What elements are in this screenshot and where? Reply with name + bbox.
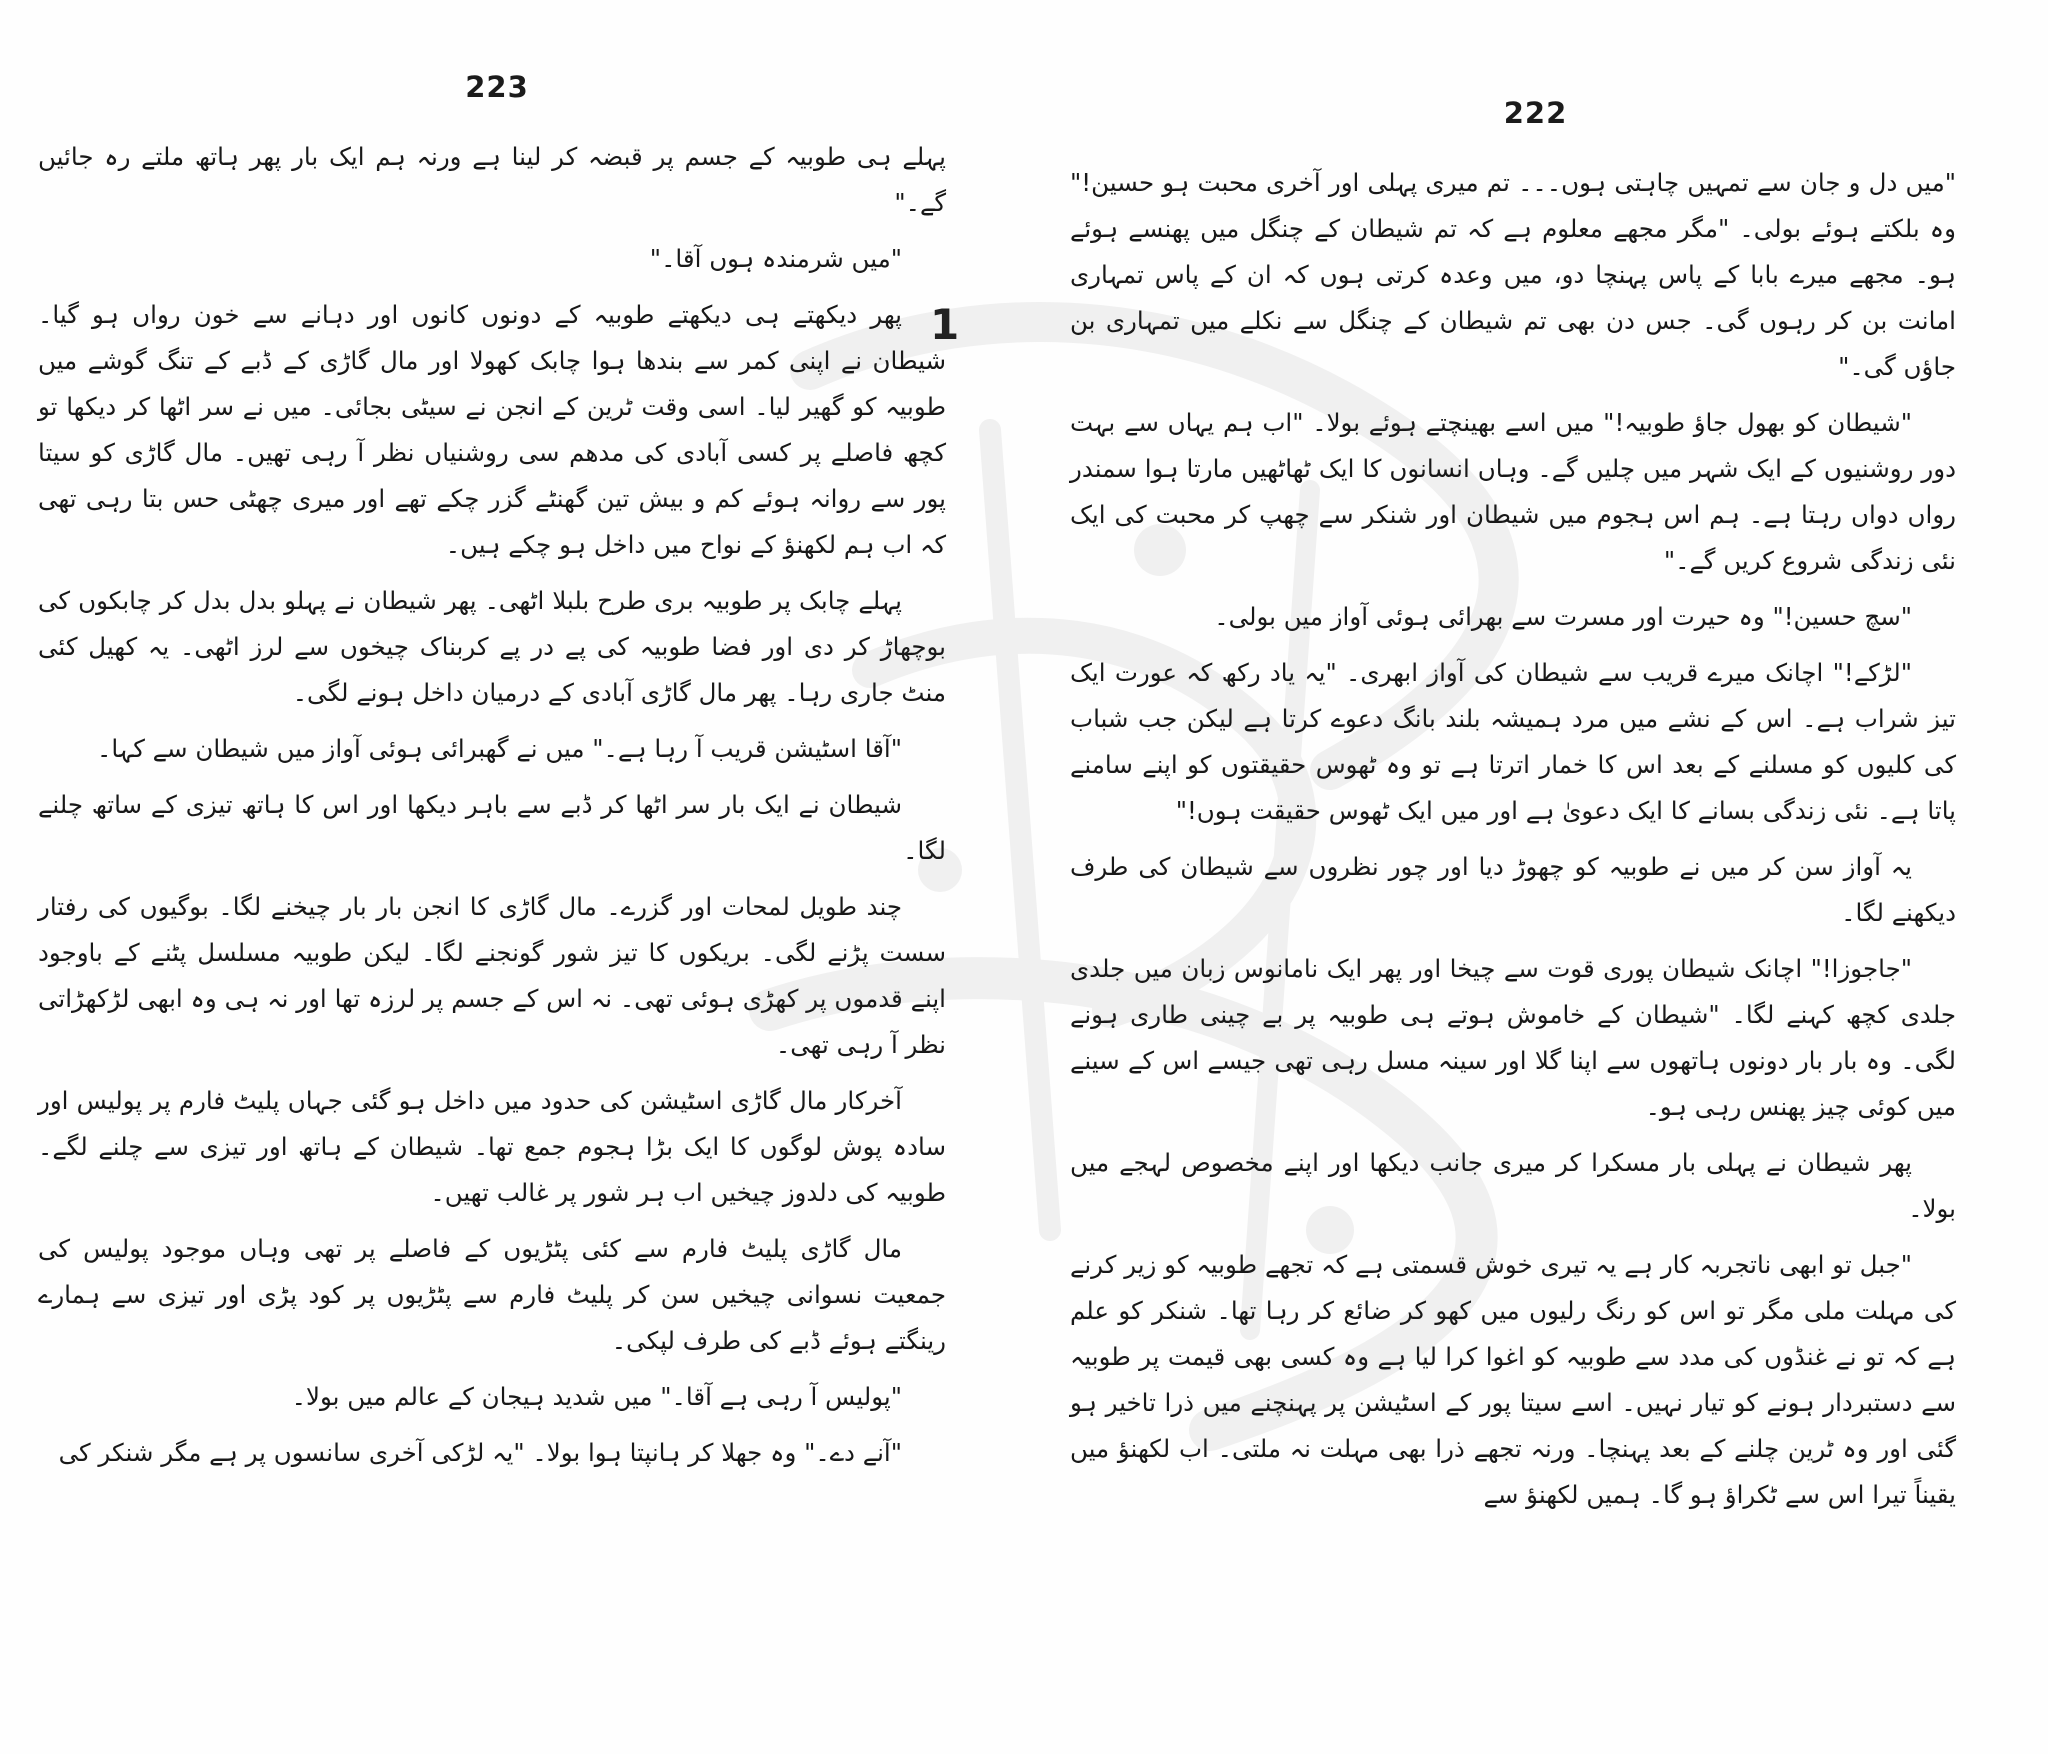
page-right — [1042, 0, 2048, 1754]
paragraph: یہ آواز سن کر میں نے طوبیہ کو چھوڑ دیا اور چور نظروں سے شیطان کی طرف دیکھنے لگا۔ — [1070, 852, 1956, 927]
paragraph: "جبل تو ابھی ناتجربہ کار ہے یہ تیری خوش قسمتی ہے کہ تجھے طوبیہ کو زیر کرنے کی مہلت ملی مگر تو اس کو رنگ رلیوں میں کھو کر ضائع کر رہا تھا۔ شنکر کو علم ہے کہ تو نے غنڈوں کی مدد سے طوبیہ کو اغوا کرا لیا ہے وہ کسی بھی قیمت پر طوبیہ سے دستبردار ہونے کو تیار نہیں۔ اسے سیتا پور کے اسٹیشن پر پہنچنے میں ذرا تاخیر ہو گئی اور وہ ٹرین چلنے کے بعد پہنچا۔ ورنہ تجھے ذرا بھی مہلت نہ ملتی۔ اب لکھنؤ میں یقیناً تیرا اس سے ٹکراؤ ہو گا۔ ہمیں لکھنؤ سے — [1070, 1250, 1956, 1509]
page-left — [0, 0, 1000, 1754]
paragraph: پہلے ہی طوبیہ کے جسم پر قبضہ کر لینا ہے ورنہ ہم ایک بار پھر ہاتھ ملتے رہ جائیں گے۔" — [38, 142, 946, 217]
paragraph: آخرکار مال گاڑی اسٹیشن کی حدود میں داخل ہو گئی جہاں پلیٹ فارم پر پولیس اور سادہ پوش لوگوں کا ایک بڑا ہجوم جمع تھا۔ شیطان کے ہاتھ اور تیزی سے چلنے لگے۔ طوبیہ کی دلدوز چیخیں اب ہر شور پر غالب تھیں۔ — [38, 1086, 946, 1207]
paragraph: "سچ حسین!" وہ حیرت اور مسرت سے بھرائی ہوئی آواز میں بولی۔ — [1214, 602, 1912, 631]
paragraph: "شیطان کو بھول جاؤ طوبیہ!" میں اسے بھینچتے ہوئے بولا۔ "اب ہم یہاں سے بہت دور روشنیوں کے ایک شہر میں چلیں گے۔ وہاں انسانوں کا ایک ٹھاٹھیں مارتا ہوا سمندر رواں دواں رہتا ہے۔ ہم اس ہجوم میں شیطان اور شنکر سے چھپ کر محبت کی ایک نئی زندگی شروع کریں گے۔" — [1070, 408, 1956, 575]
paragraph: "جاجوزا!" اچانک شیطان پوری قوت سے چیخا اور پھر ایک نامانوس زبان میں جلدی جلدی کچھ کہنے لگا۔ "شیطان کے خاموش ہوتے ہی طوبیہ پر بے چینی طاری ہونے لگی۔ وہ بار بار دونوں ہاتھوں سے اپنا گلا اور سینہ مسل رہی تھی جیسے اس کے سینے میں کوئی چیز پھنس رہی ہو۔ — [1070, 954, 1956, 1121]
paragraph: "پولیس آ رہی ہے آقا۔" میں شدید ہیجان کے عالم میں بولا۔ — [291, 1382, 902, 1411]
paragraph: شیطان نے ایک بار سر اٹھا کر ڈبے سے باہر دیکھا اور اس کا ہاتھ تیزی کے ساتھ چلنے لگا۔ — [38, 790, 946, 865]
page-left-text — [38, 134, 946, 1476]
paragraph: "آنے دے۔" وہ جھلا کر ہانپتا ہوا بولا۔ "یہ لڑکی آخری سانسوں پر ہے مگر شنکر کی — [58, 1438, 902, 1467]
paragraph: مال گاڑی پلیٹ فارم سے کئی پٹڑیوں کے فاصلے پر تھی وہاں موجود پولیس کی جمعیت نسوانی چیخیں سن کر پلیٹ فارم سے پٹڑیوں پر کود پڑی اور تیزی سے ہمارے رینگتے ہوئے ڈبے کی طرف لپکی۔ — [38, 1234, 946, 1355]
paragraph: "آقا اسٹیشن قریب آ رہا ہے۔" میں نے گھبرائی ہوئی آواز میں شیطان سے کہا۔ — [97, 734, 902, 763]
paragraph: پھر دیکھتے ہی دیکھتے طوبیہ کے دونوں کانوں اور دہانے سے خون رواں ہو گیا۔ شیطان نے اپنی کمر سے بندھا ہوا چابک کھولا اور مال گاڑی کے ڈبے کے تنگ گوشے میں طوبیہ کو گھیر لیا۔ اسی وقت ٹرین کے انجن نے سیٹی بجائی۔ میں نے سر اٹھا کر دیکھا تو کچھ فاصلے پر کسی آبادی کی مدھم سی روشنیاں نظر آ رہی تھیں۔ مال گاڑی کو سیتا پور سے روانہ ہوئے کم و بیش تین گھنٹے گزر چکے تھے اور میری چھٹی حس بتا رہی تھی کہ اب ہم لکھنؤ کے نواح میں داخل ہو چکے ہیں۔ — [38, 300, 946, 559]
page-number-right: 222 — [1503, 96, 1568, 130]
paragraph: "میں دل و جان سے تمہیں چاہتی ہوں۔۔۔ تم میری پہلی اور آخری محبت ہو حسین!" وہ بلکتے ہوئے بولی۔ "مگر مجھے معلوم ہے کہ تم شیطان کے چنگل میں پھنسے ہوئے ہو۔ مجھے میرے بابا کے پاس پہنچا دو، میں وعدہ کرتی ہوں کہ ان کے پاس تمہاری امانت بن کر رہوں گی۔ جس دن بھی تم شیطان کے چنگل سے نکلے میں تمہاری بن جاؤں گی۔" — [1070, 168, 1956, 381]
paragraph: "لڑکے!" اچانک میرے قریب سے شیطان کی آواز ابھری۔ "یہ یاد رکھ کہ عورت ایک تیز شراب ہے۔ اس کے نشے میں مرد ہمیشہ بلند بانگ دعوے کرتا ہے لیکن جب شباب کی کلیوں کو مسلنے کے بعد اس کا خمار اترتا ہے تو وہ ٹھوس حقیقتوں کو اپنے سامنے پاتا ہے۔ نئی زندگی بسانے کا ایک دعویٰ ہے اور میں ایک ٹھوس حقیقت ہوں!" — [1070, 658, 1956, 825]
paragraph: "میں شرمندہ ہوں آقا۔" — [649, 244, 902, 273]
paragraph: پہلے چابک پر طوبیہ بری طرح بلبلا اٹھی۔ پھر شیطان نے پہلو بدل بدل کر چابکوں کی بوچھاڑ کر دی اور فضا طوبیہ کی پے در پے کربناک چیخوں سے لرز اٹھی۔ یہ کھیل کئی منٹ جاری رہا۔ پھر مال گاڑی آبادی کے درمیان داخل ہونے لگی۔ — [38, 586, 946, 707]
page-number-left: 223 — [465, 70, 529, 104]
page-right-text — [1070, 160, 1956, 1518]
gutter-mark: 1 — [930, 300, 960, 349]
paragraph: چند طویل لمحات اور گزرے۔ مال گاڑی کا انجن بار بار چیخنے لگا۔ بوگیوں کی رفتار سست پڑنے لگی۔ بریکوں کا تیز شور گونجنے لگا۔ لیکن طوبیہ مسلسل پٹنے کے باوجود اپنے قدموں پر کھڑی ہوئی تھی۔ نہ اس کے جسم پر لرزہ تھا اور نہ ہی وہ ابھی لڑکھڑاتی نظر آ رہی تھی۔ — [38, 892, 946, 1059]
paragraph: پھر شیطان نے پہلی بار مسکرا کر میری جانب دیکھا اور اپنے مخصوص لہجے میں بولا۔ — [1070, 1148, 1956, 1223]
